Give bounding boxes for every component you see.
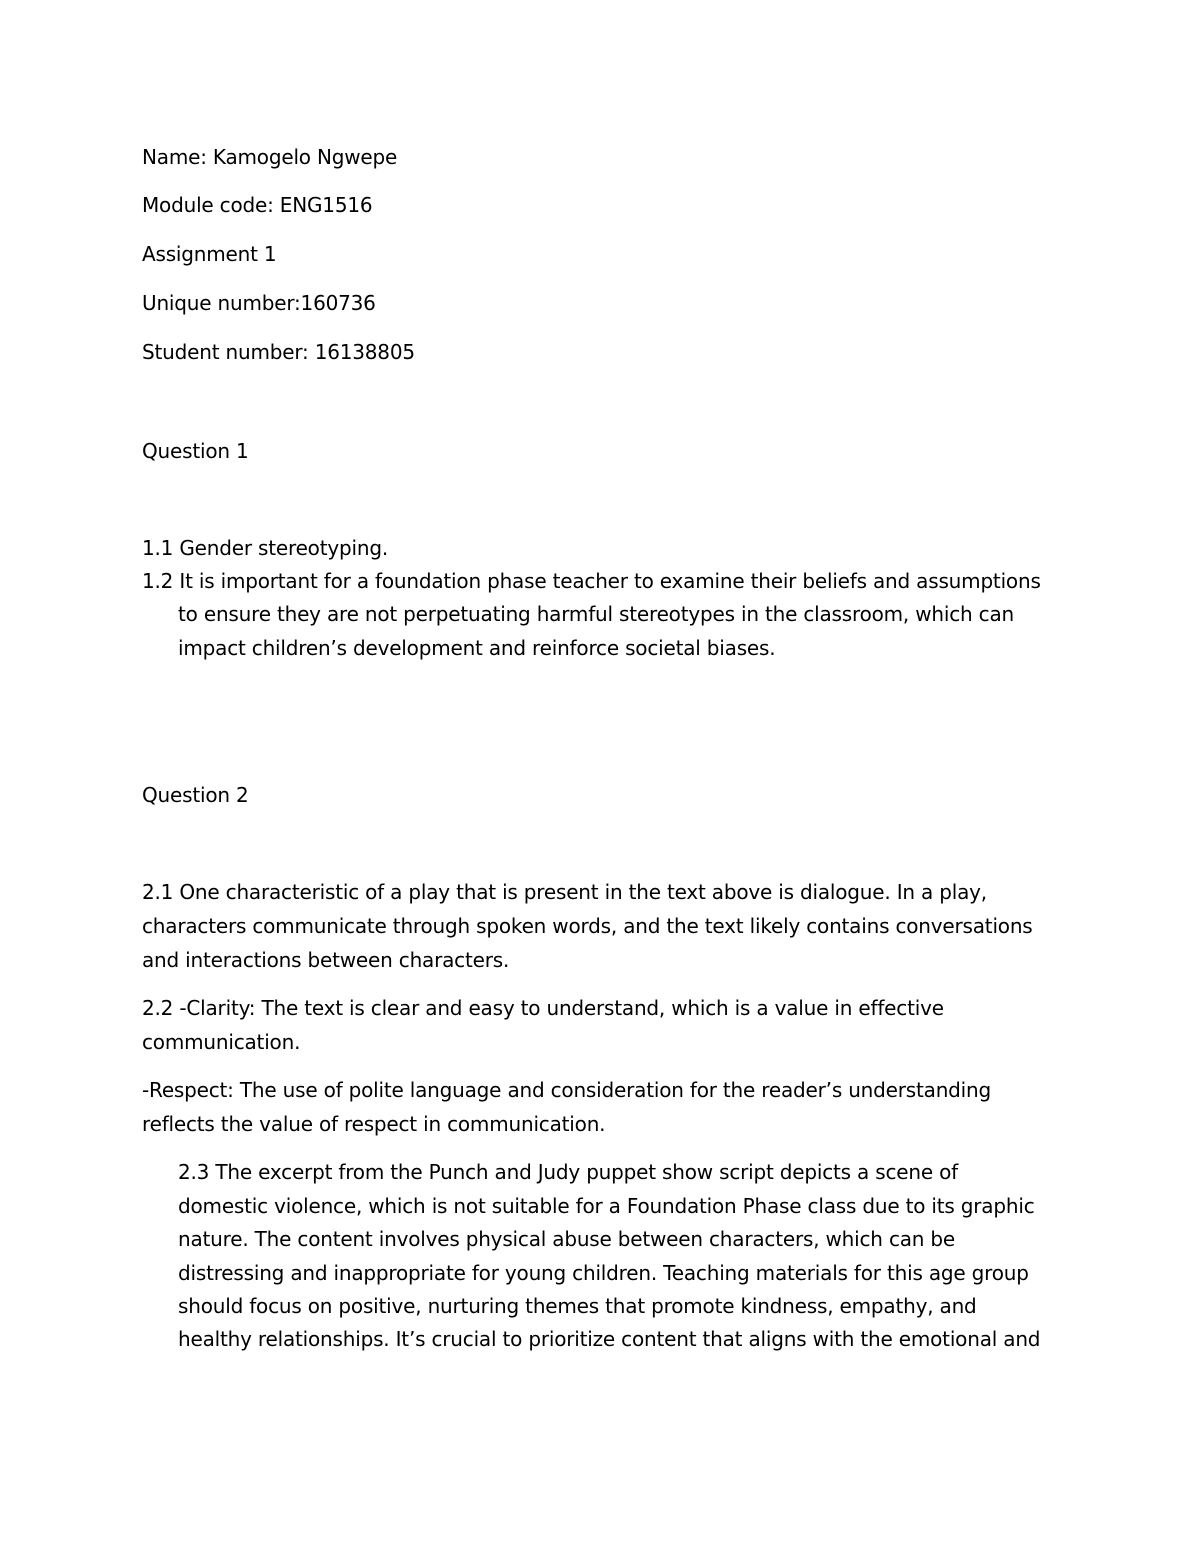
answer-1-1: 1.1 Gender stereotyping. [142,536,388,560]
answer-2-1-line: and interactions between characters. [142,948,510,972]
question-2-heading: Question 2 [142,783,249,807]
answer-2-3-line: healthy relationships. It’s crucial to prioritize content that aligns with the emotional and [178,1327,1041,1351]
answer-2-1-line: characters communicate through spoken words, and the text likely contains conversations [142,914,1033,938]
student-name: Name: Kamogelo Ngwepe [142,145,398,169]
answer-2-2-respect-line: reflects the value of respect in communication. [142,1112,606,1136]
answer-1-2-line: impact children’s development and reinforce societal biases. [178,636,776,660]
unique-number: Unique number:160736 [142,291,376,315]
answer-1-2-line: 1.2 It is important for a foundation phase teacher to examine their beliefs and assumptions [142,569,1041,593]
answer-2-2-clarity-line: communication. [142,1030,301,1054]
module-code: Module code: ENG1516 [142,193,373,217]
answer-2-1-line: 2.1 One characteristic of a play that is present in the text above is dialogue. In a play, [142,880,987,904]
answer-2-3-line: nature. The content involves physical abuse between characters, which can be [178,1227,956,1251]
question-1-heading: Question 1 [142,439,249,463]
answer-2-2-clarity-line: 2.2 -Clarity: The text is clear and easy to understand, which is a value in effective [142,996,944,1020]
answer-2-3-line: 2.3 The excerpt from the Punch and Judy puppet show script depicts a scene of [178,1160,959,1184]
assignment-label: Assignment 1 [142,242,277,266]
answer-2-2-respect-line: -Respect: The use of polite language and consideration for the reader’s understanding [142,1078,991,1102]
answer-2-3-line: should focus on positive, nurturing themes that promote kindness, empathy, and [178,1294,977,1318]
answer-1-2-line: to ensure they are not perpetuating harmful stereotypes in the classroom, which can [178,602,1014,626]
student-number: Student number: 16138805 [142,340,415,364]
answer-2-3-line: distressing and inappropriate for young children. Teaching materials for this age group [178,1261,1029,1285]
answer-2-3-line: domestic violence, which is not suitable for a Foundation Phase class due to its graphic [178,1194,1035,1218]
